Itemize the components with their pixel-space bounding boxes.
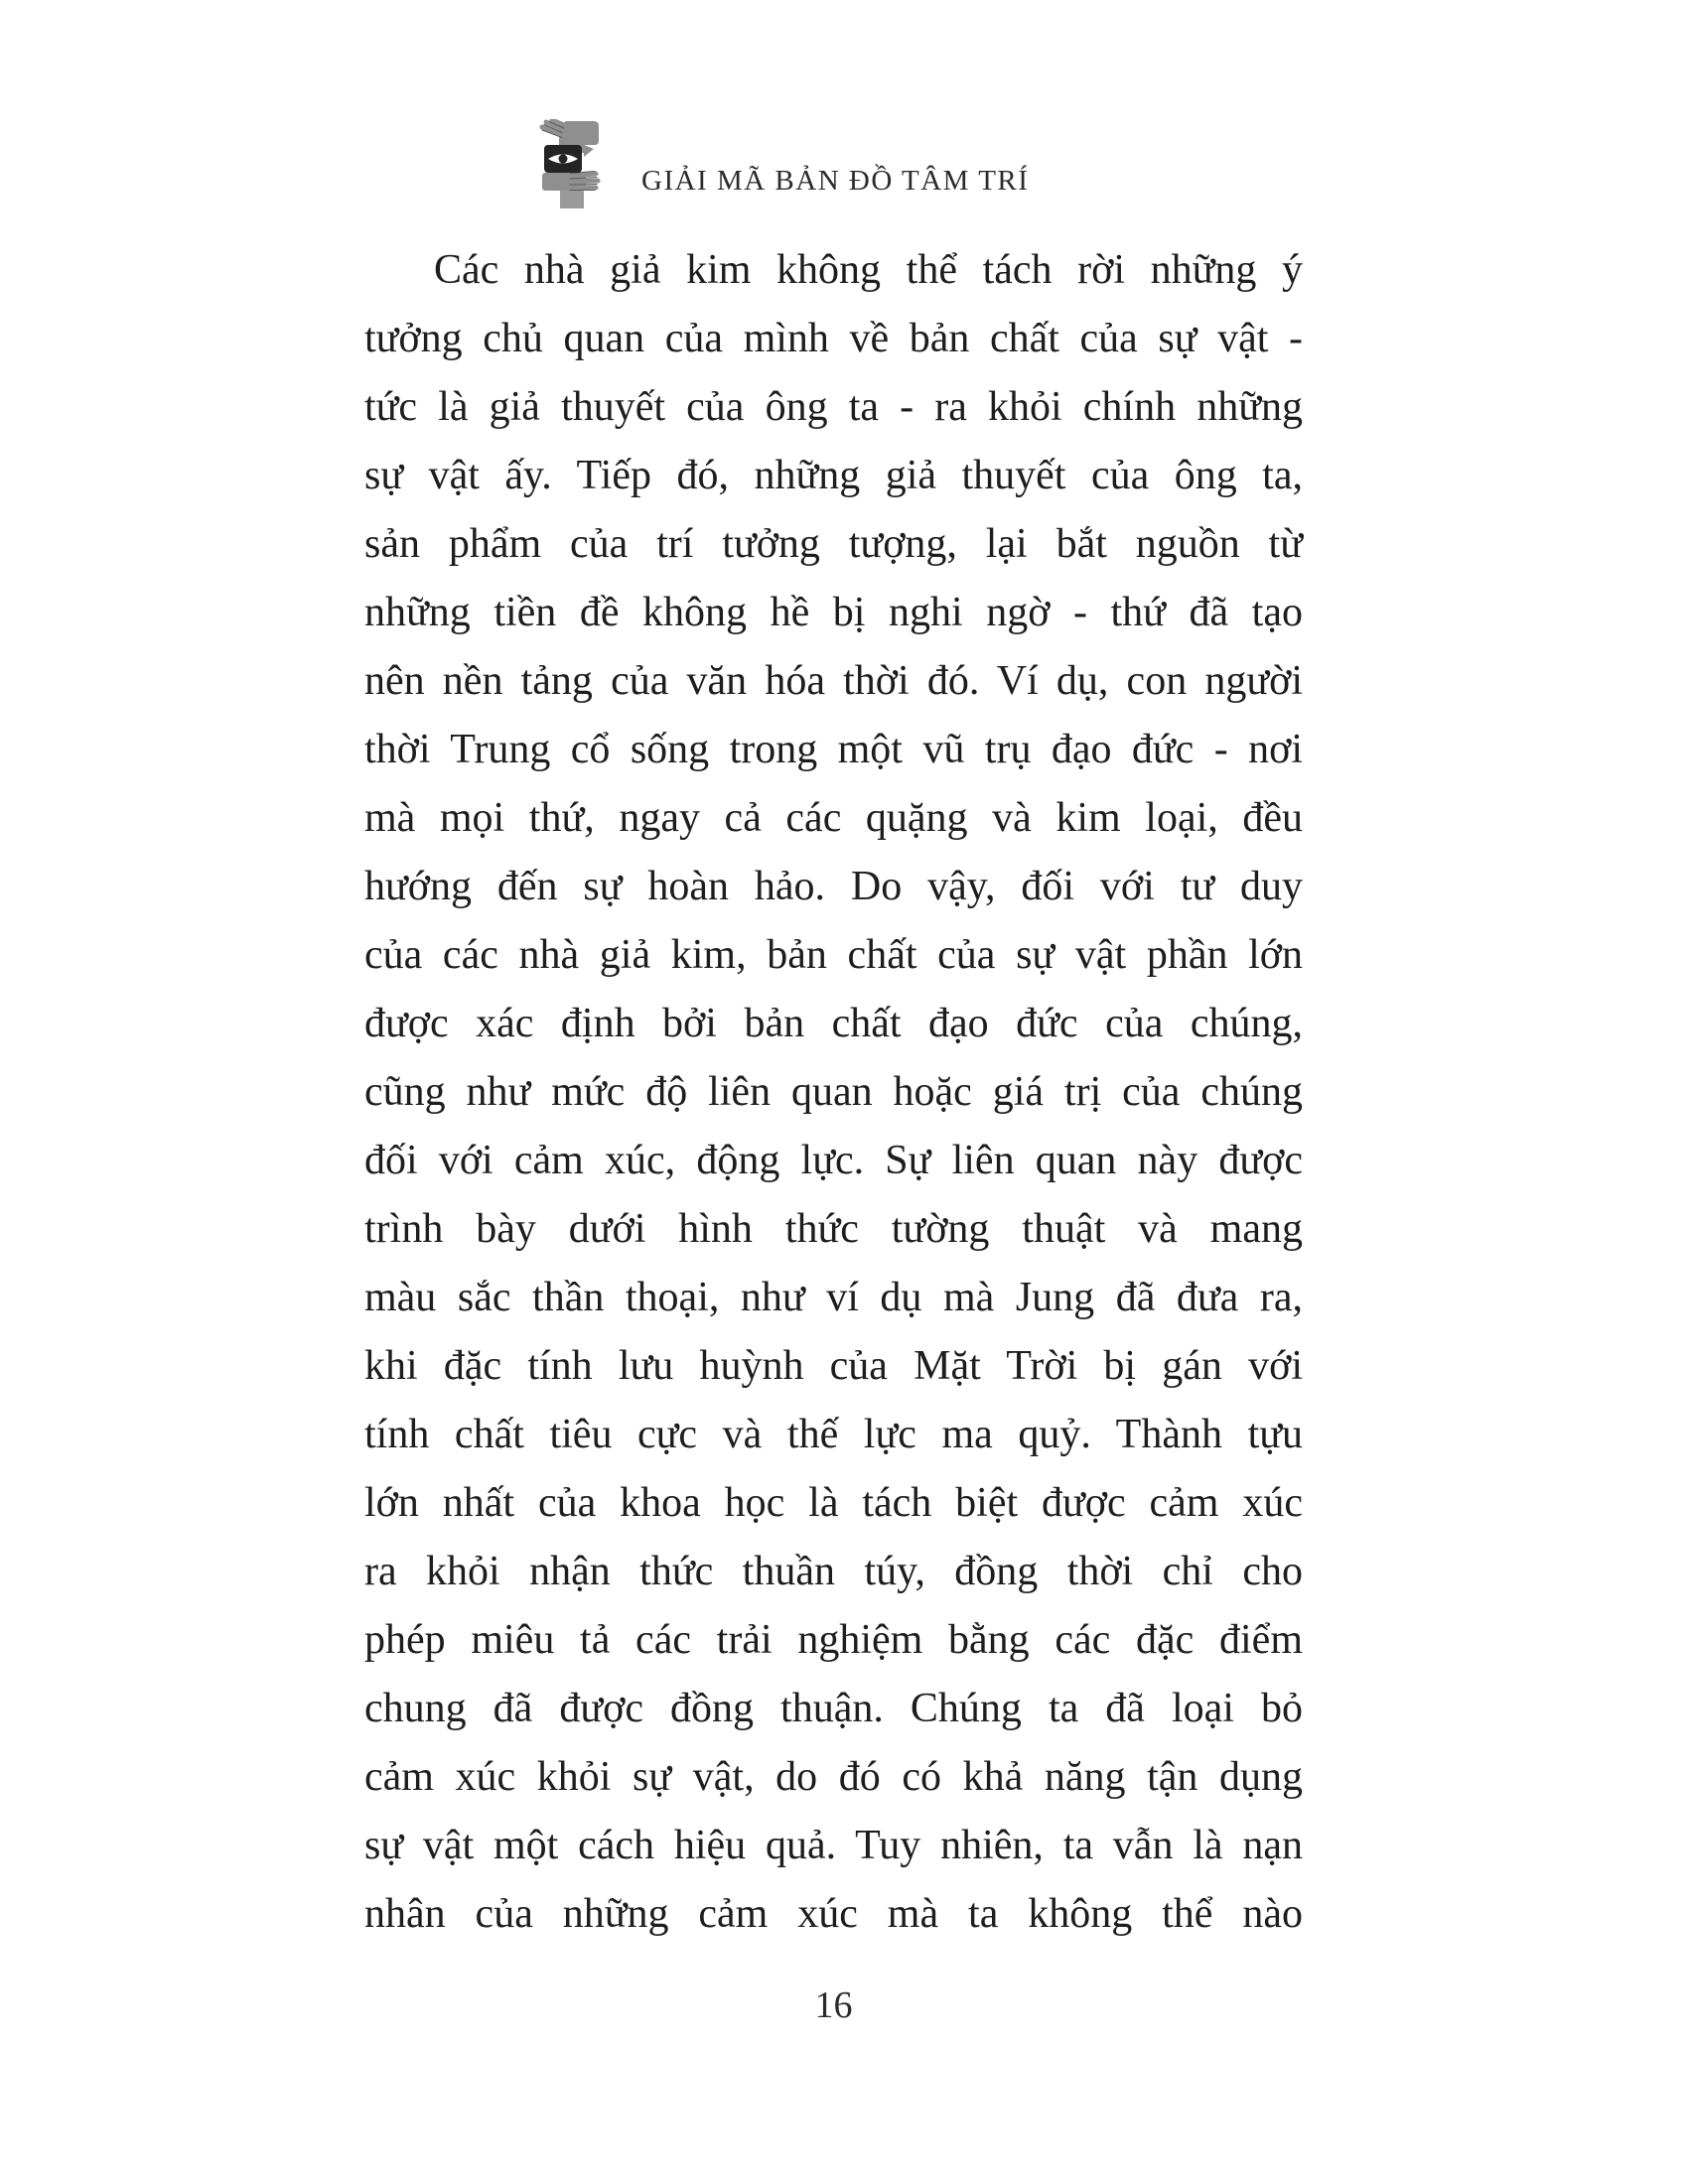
text-line: được xác định bởi bản chất đạo đức của chúng,: [364, 1001, 1303, 1046]
text-line: tức là giả thuyết của ông ta - ra khỏi chính những: [364, 384, 1303, 430]
text-line: thời Trung cổ sống trong một vũ trụ đạo đức - nơi: [364, 727, 1303, 772]
text-line: mà mọi thứ, ngay cả các quặng và kim loại, đều: [364, 795, 1303, 841]
text-line: những tiền đề không hề bị nghi ngờ - thứ đã tạo: [364, 590, 1303, 635]
text-line: Các nhà giả kim không thể tách rời những ý: [434, 247, 1303, 293]
text-line: sự vật một cách hiệu quả. Tuy nhiên, ta vẫn là nạn: [364, 1823, 1303, 1868]
text-line: phép miêu tả các trải nghiệm bằng các đặc điểm: [364, 1617, 1303, 1663]
page-number: 16: [814, 1984, 853, 2026]
text-line: lớn nhất của khoa học là tách biệt được cảm xúc: [364, 1480, 1303, 1526]
book-title-header: GIẢI MÃ BẢN ĐỒ TÂM TRÍ: [641, 164, 1030, 197]
hand-eye-logo-icon: [536, 119, 602, 208]
text-line: cảm xúc khỏi sự vật, do đó có khả năng tận dụng: [364, 1754, 1303, 1800]
text-line: sản phẩm của trí tưởng tượng, lại bắt nguồn từ: [364, 521, 1303, 567]
text-line: nhân của những cảm xúc mà ta không thể nào: [364, 1891, 1303, 1937]
text-line: nên nền tảng của văn hóa thời đó. Ví dụ, con người: [364, 658, 1303, 704]
text-line: của các nhà giả kim, bản chất của sự vật phần lớn: [364, 932, 1303, 978]
text-line: ra khỏi nhận thức thuần túy, đồng thời chỉ cho: [364, 1549, 1303, 1594]
text-line: hướng đến sự hoàn hảo. Do vậy, đối với tư duy: [364, 864, 1303, 909]
text-line: trình bày dưới hình thức tường thuật và mang: [364, 1206, 1303, 1252]
text-line: màu sắc thần thoại, như ví dụ mà Jung đã đưa ra,: [364, 1275, 1303, 1320]
body-paragraph: [364, 236, 1303, 1949]
page-header: [536, 119, 1029, 208]
text-line: sự vật ấy. Tiếp đó, những giả thuyết của ông ta,: [364, 453, 1303, 498]
text-line: đối với cảm xúc, động lực. Sự liên quan này được: [364, 1138, 1303, 1183]
text-line: tưởng chủ quan của mình về bản chất của sự vật -: [364, 316, 1303, 361]
text-line: tính chất tiêu cực và thế lực ma quỷ. Thành tựu: [364, 1412, 1303, 1457]
text-line: chung đã được đồng thuận. Chúng ta đã loại bỏ: [364, 1686, 1303, 1731]
text-line: cũng như mức độ liên quan hoặc giá trị của chúng: [364, 1069, 1303, 1115]
text-line: khi đặc tính lưu huỳnh của Mặt Trời bị gán với: [364, 1343, 1303, 1389]
